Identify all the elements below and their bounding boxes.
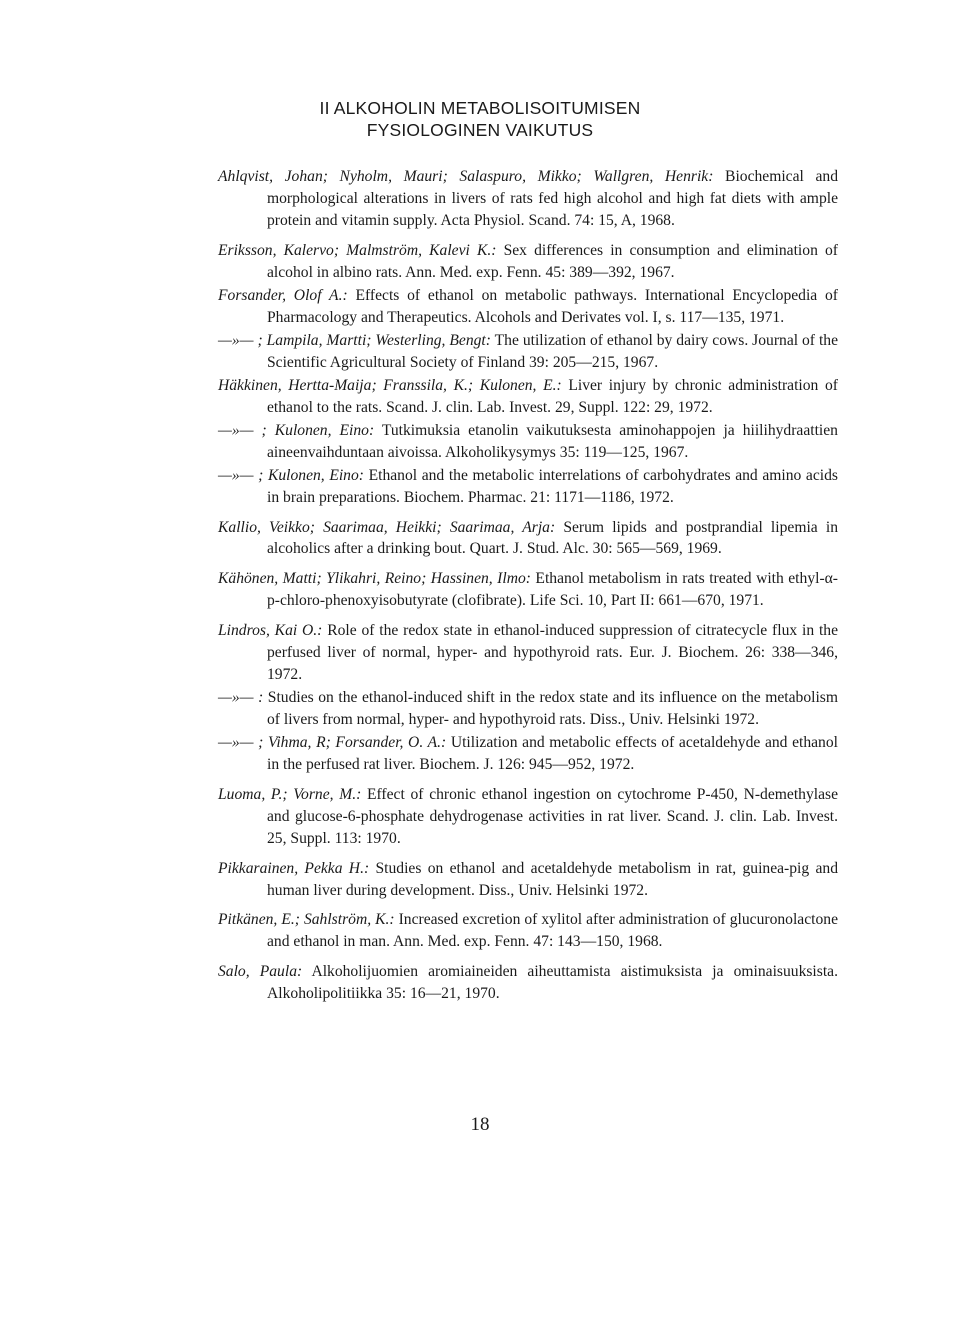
section-heading (0, 97, 960, 141)
reference-text: Increased excretion of xylitol after administration of glucuronolactone and ethanol in man. Ann. Med. exp. Fenn. 47: 143—150, 1968. (267, 911, 838, 951)
reference-authors: Salo, Paula: (218, 963, 303, 981)
reference-authors: —»— : (218, 689, 264, 707)
reference-authors: —»— ; Lampila, Martti; Westerling, Bengt: (218, 331, 491, 349)
reference-authors: —»— ; Kulonen, Eino: (218, 421, 375, 439)
reference-entry (218, 420, 838, 464)
reference-text: Alkoholijuomien aromiaineiden aiheuttamista aistimuksista ja ominaisuuksista. Alkoholipolitiikka 35: 16—21, 1970. (267, 963, 838, 1003)
reference-text: The utilization of ethanol by dairy cows. Journal of the Scientific Agricultural Society of Finland 39: 205—215, 1967. (267, 331, 838, 371)
reference-authors: Pitkänen, E.; Sahlström, K.: (218, 911, 395, 929)
reference-entry (218, 620, 838, 686)
reference-entry (218, 909, 838, 953)
reference-authors: Pikkarainen, Pekka H.: (218, 859, 370, 877)
reference-authors: Luoma, P.; Vorne, M.: (218, 785, 362, 803)
reference-text: Ethanol metabolism in rats treated with ethyl-α-p-chloro-phenoxyisobutyrate (clofibrate). Life Sci. 10, Part II: 661—670, 1971. (267, 570, 839, 610)
reference-text: Liver injury by chronic administration of ethanol to the rats. Scand. J. clin. Lab. Invest. 29, Suppl. 122: 29, 1972. (267, 376, 838, 416)
reference-authors: Kähönen, Matti; Ylikahri, Reino; Hassinen, Ilmo: (218, 570, 531, 588)
reference-entry (218, 858, 838, 902)
reference-authors: Eriksson, Kalervo; Malmström, Kalevi K.: (218, 241, 497, 259)
reference-authors: Forsander, Olof A.: (218, 286, 348, 304)
reference-text: Sex differences in consumption and elimination of alcohol in albino rats. Ann. Med. exp. Fenn. 45: 389—392, 1967. (267, 241, 838, 281)
reference-entry (218, 240, 838, 284)
reference-text: Tutkimuksia etanolin vaikutuksesta aminohappojen ja hiilihydraattien aineenvaihduntaan aivoissa. Alkoholikysymys 35: 119—125, 1967. (267, 421, 838, 461)
reference-authors: Häkkinen, Hertta-Maija; Franssila, K.; Kulonen, E.: (218, 376, 562, 394)
reference-authors: Kallio, Veikko; Saarimaa, Heikki; Saarimaa, Arja: (218, 518, 556, 536)
reference-text: Biochemical and morphological alterations in livers of rats fed high alcohol and high fat diets with ample protein and vitamin supply. Acta Physiol. Scand. 74: 15, A, 1968. (267, 168, 838, 229)
reference-entry (218, 568, 838, 612)
reference-text: Ethanol and the metabolic interrelations of carbohydrates and amino acids in brain preparations. Biochem. Pharmac. 21: 1171—1186, 1972. (267, 466, 838, 506)
reference-text: Studies on ethanol and acetaldehyde metabolism in rat, guinea-pig and human liver during development. Diss., Univ. Helsinki 1972. (267, 859, 838, 899)
reference-entry (218, 166, 838, 232)
reference-entry (218, 330, 838, 374)
reference-entry (218, 732, 838, 776)
reference-text: Studies on the ethanol-induced shift in the redox state and its influence on the metabolism of livers from normal, hyper- and hypothyroid rats. Diss., Univ. Helsinki 1972. (263, 689, 838, 728)
reference-authors: —»— ; Kulonen, Eino: (218, 466, 364, 484)
reference-text: Effect of chronic ethanol ingestion on cytochrome P-450, N-demethylase and glucose-6-phosphate dehydrogenase activities in rat liver. Scand. J. clin. Lab. Invest. 25, Suppl. 113: 1970. (267, 785, 838, 847)
reference-entry (218, 285, 838, 329)
reference-authors: Lindros, Kai O.: (218, 622, 323, 640)
reference-entry (218, 687, 838, 731)
reference-authors: Ahlqvist, Johan; Nyholm, Mauri; Salaspuro, Mikko; Wallgren, Henrik: (218, 168, 714, 185)
reference-entry (218, 465, 838, 509)
reference-text: Effects of ethanol on metabolic pathways. International Encyclopedia of Pharmacology and Therapeutics. Alcohols and Derivates vol. I, s. 117—135, 1971. (267, 286, 838, 326)
reference-text: Utilization and metabolic effects of acetaldehyde and ethanol in the perfused rat liver. Biochem. J. 126: 945—952, 1972. (267, 734, 838, 773)
reference-entry (218, 961, 838, 1005)
reference-list (218, 166, 838, 1006)
reference-text: Role of the redox state in ethanol-induced suppression of citratecycle flux in the perfused liver of normal, hyper- and hypothyroid rats. Eur. J. Biochem. 26: 338—346, 1972. (267, 622, 838, 683)
reference-entry (218, 375, 838, 419)
page-number: 18 (470, 1114, 490, 1135)
heading-line-2: FYSIOLOGINEN VAIKUTUS (366, 120, 594, 140)
reference-entry (218, 517, 838, 561)
reference-entry (218, 784, 838, 850)
heading-line-1: II ALKOHOLIN METABOLISOITUMISEN (319, 98, 641, 118)
reference-text: Serum lipids and postprandial lipemia in alcoholics after a drinking bout. Quart. J. Stud. Alc. 30: 565—569, 1969. (267, 518, 838, 558)
reference-authors: —»— ; Vihma, R; Forsander, O. A.: (218, 734, 447, 752)
